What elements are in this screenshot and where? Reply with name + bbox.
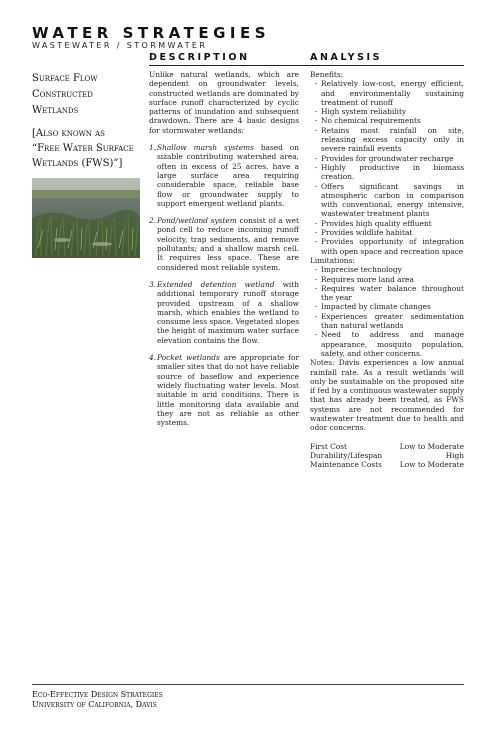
limitation-item: - Requires water balance throughout the year xyxy=(315,283,464,303)
design-item xyxy=(149,143,299,208)
metric-label: First Cost xyxy=(310,441,348,451)
benefits-list xyxy=(310,79,464,256)
description-column xyxy=(149,70,299,435)
design-item-text: with additional temporary runoff storage provided upstream of a shallow marsh, which enables the wetland to consume less space. Vegetated slopes the height of maximum water surface elevation contains the flow. xyxy=(157,279,299,345)
design-item-term: Pond/wetland system xyxy=(157,216,237,226)
strategy-alias-line: “Free Water Surface xyxy=(32,143,134,154)
metric-row xyxy=(310,460,464,469)
design-item-text: consist of a wet pond cell to reduce incoming runoff velocity, trap sediments, and remove pollutants; and a shallow marsh cell. It requires less space. These are considered most reliable system. xyxy=(157,216,299,272)
design-item-term: Pocket wetlands xyxy=(157,353,220,363)
wetland-photo xyxy=(32,178,140,258)
limitation-item: - Need to address and manage appearance, mosquito population, safety, and other concerns. xyxy=(315,330,464,358)
benefit-item: - No chemical requirements xyxy=(315,116,421,126)
limitations-list xyxy=(310,265,464,358)
strategy-title-line: Constructed xyxy=(32,89,93,100)
design-item-term: Shallow marsh systems xyxy=(157,143,254,153)
benefits-label: Benefits: xyxy=(310,70,344,79)
benefit-item: - Provides high quality effluent xyxy=(315,218,432,228)
limitation-item: - Requires more land area xyxy=(315,274,414,284)
design-item xyxy=(149,353,299,427)
wetland-design-list xyxy=(149,143,299,427)
metric-label: Maintenance Costs xyxy=(310,460,382,470)
benefit-item: - Retains most rainfall on site, releasing excess capacity only in severe rainfall events xyxy=(315,125,464,154)
header-rule xyxy=(149,65,464,66)
benefit-item: - Provides wildlife habitat xyxy=(315,228,413,238)
metric-label: Durability/Lifespan xyxy=(310,450,383,460)
benefit-item: - High system reliability xyxy=(315,107,407,117)
limitation-item: - Imprecise technology xyxy=(315,265,402,275)
limitations-label: Limitations: xyxy=(310,255,355,265)
analysis-column xyxy=(310,70,464,469)
footer-rule xyxy=(32,684,464,685)
benefit-item: - Provides for groundwater recharge xyxy=(315,153,454,163)
page-subtitle: WASTEWATER / STORMWATER xyxy=(32,41,208,50)
strategy-title xyxy=(32,71,142,119)
description-intro: Unlike natural wetlands, which are dependent on groundwater levels, constructed wetlands are dominated by surface runoff characterized by cyclic patterns of inundation and subsequent drawdown. There are 4 basic designs for stormwater wetlands: xyxy=(149,70,299,135)
design-item xyxy=(149,216,299,272)
metric-value: Low to Moderate xyxy=(399,441,464,451)
design-item-text: based on sizable contributing watershed area, often in excess of 25 acres, have a large surface area requiring considerable space, reliable base flow or groundwater supply to support emergent wetland plants. xyxy=(157,143,299,208)
benefit-item: - Highly productive in biomass creation. xyxy=(315,162,464,182)
analysis-notes: Notes: Davis experiences a low annual rainfall rate. As a result wetlands will only be sustainable on the proposed site if fed by a continuous wastewater supply that has already been treated, as FWS systems are not recommended for wastewater treatment due to health and odor concerns. xyxy=(310,358,464,433)
performance-metrics xyxy=(310,442,464,470)
benefit-item: - Offers significant savings in atmospheric carbon in comparison with conventional, energy intensive, wastewater treatment plants xyxy=(315,181,464,219)
limitation-item: - Experiences greater sedimentation than natural wetlands xyxy=(315,311,464,331)
design-item-number: 3. xyxy=(149,279,157,289)
metric-value: Low to Moderate xyxy=(399,460,464,470)
footer-line: Eco-Effective Design Strategies xyxy=(32,690,163,699)
design-item-number: 1. xyxy=(149,143,157,153)
design-item-number: 4. xyxy=(149,353,157,363)
benefit-item: - Provides opportunity of integration with open space and recreation space xyxy=(315,237,464,256)
design-item xyxy=(149,280,299,345)
strategy-alias-line: [Also known as xyxy=(32,128,105,139)
metric-value: High xyxy=(445,450,464,460)
footer xyxy=(32,690,163,710)
benefit-item: - Relatively low-cost, energy efficient, and environmentally sustaining treatment of runoff xyxy=(315,79,464,107)
page-title: WATER STRATEGIES xyxy=(32,24,271,42)
footer-line: University of California, Davis xyxy=(32,700,157,709)
design-item-term: Extended detention wetland xyxy=(157,279,275,289)
description-heading: DESCRIPTION xyxy=(149,52,250,63)
design-item-number: 2. xyxy=(149,216,157,226)
strategy-alias-line: Wetlands (FWS)”] xyxy=(32,158,123,169)
limitation-item: - Impacted by climate changes xyxy=(315,302,431,312)
strategy-title-line: Wetlands xyxy=(32,105,79,116)
metric-row xyxy=(310,451,464,460)
strategy-alias xyxy=(32,126,144,171)
metric-row xyxy=(310,442,464,451)
strategy-title-line: Surface Flow xyxy=(32,73,98,84)
design-item-text: are appropriate for smaller sites that do not have reliable source of baseflow and experience widely fluctuating water levels. Most suitable in arid conditions. There is little monitoring data available and they are not as reliable as other systems. xyxy=(157,353,299,428)
analysis-heading: ANALYSIS xyxy=(310,52,383,63)
